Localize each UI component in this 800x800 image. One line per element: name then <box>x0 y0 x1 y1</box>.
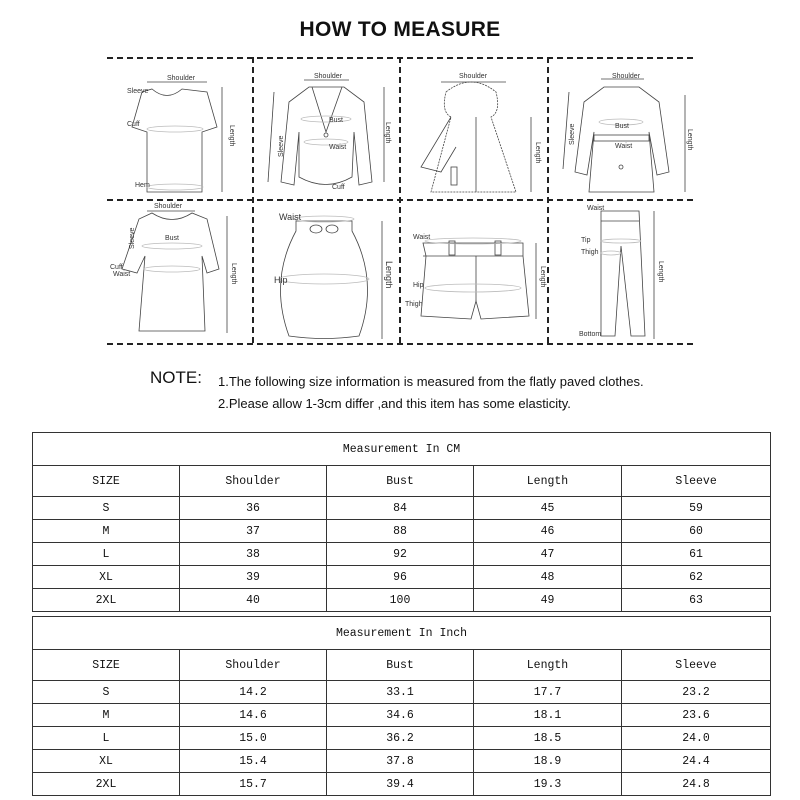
table-cell: 15.0 <box>180 727 327 750</box>
table-cell: L <box>33 543 180 566</box>
skirt-sketch-icon <box>254 201 401 345</box>
diagram-dress <box>107 201 254 345</box>
label-shoulder: Shoulder <box>612 73 641 80</box>
table-row <box>33 681 771 704</box>
label-waist: Waist <box>413 234 431 241</box>
table-cell: 15.7 <box>180 773 327 796</box>
column-header: Bust <box>327 650 474 681</box>
table-caption: Measurement In CM <box>33 433 771 466</box>
column-header: Length <box>474 650 622 681</box>
table-cell: 37 <box>180 520 327 543</box>
table-cell: 62 <box>622 566 771 589</box>
table-cell: 34.6 <box>327 704 474 727</box>
table-cell: 37.8 <box>327 750 474 773</box>
table-cell: 61 <box>622 543 771 566</box>
table-row <box>33 566 771 589</box>
table-cell: XL <box>33 750 180 773</box>
table-cell: 48 <box>474 566 622 589</box>
measure-diagram-grid <box>107 57 697 345</box>
label-length: Length <box>657 261 664 283</box>
table-caption-row <box>33 433 771 466</box>
table-cell: 84 <box>327 497 474 520</box>
table-cell: 18.5 <box>474 727 622 750</box>
column-header: SIZE <box>33 466 180 497</box>
table-cell: 24.0 <box>622 727 771 750</box>
size-table-cm <box>32 432 771 612</box>
table-cell: 39.4 <box>327 773 474 796</box>
column-header: Bust <box>327 466 474 497</box>
label-hem: Hem <box>135 182 150 189</box>
diagram-pants <box>549 201 696 345</box>
table-row <box>33 750 771 773</box>
label-thigh: Thigh <box>581 249 599 256</box>
label-cuff: Cuff <box>110 264 123 271</box>
table-cell: 33.1 <box>327 681 474 704</box>
label-length: Length <box>384 261 394 289</box>
diagram-skirt <box>254 201 401 345</box>
note-lines <box>218 371 644 415</box>
table-cell: 2XL <box>33 589 180 612</box>
table-cell: 24.4 <box>622 750 771 773</box>
table-cell: 23.6 <box>622 704 771 727</box>
label-bust: Bust <box>165 235 180 242</box>
table-cell: 92 <box>327 543 474 566</box>
table-cell: S <box>33 497 180 520</box>
note-label: NOTE: <box>150 368 202 387</box>
table-cell: 40 <box>180 589 327 612</box>
table-cell: 49 <box>474 589 622 612</box>
table-cell: 46 <box>474 520 622 543</box>
label-cuff: Cuff <box>127 121 140 128</box>
column-header: Shoulder <box>180 466 327 497</box>
label-thigh: Thigh <box>405 301 423 308</box>
table-cell: 45 <box>474 497 622 520</box>
table-cell: 38 <box>180 543 327 566</box>
column-header: Sleeve <box>622 650 771 681</box>
label-length: Length <box>384 122 391 144</box>
label-cuff: Cuff <box>332 184 345 191</box>
table-cell: 17.7 <box>474 681 622 704</box>
table-cell: 2XL <box>33 773 180 796</box>
label-waist: Waist <box>113 271 131 278</box>
table-header-row <box>33 650 771 681</box>
table-caption: Measurement In Inch <box>33 617 771 650</box>
label-waist: Waist <box>587 205 605 212</box>
table-cell: 47 <box>474 543 622 566</box>
label-length: Length <box>686 129 693 151</box>
table-caption-row <box>33 617 771 650</box>
label-bottom: Bottom <box>579 331 602 338</box>
diagram-trench-coat <box>549 57 696 201</box>
pants-sketch-icon <box>549 201 696 345</box>
diagram-blazer <box>254 57 401 201</box>
label-sleeve: Sleeve <box>127 88 149 95</box>
table-cell: S <box>33 681 180 704</box>
table-cell: 36 <box>180 497 327 520</box>
table-row <box>33 727 771 750</box>
note-line-1: 1.The following size information is measured from the flatly paved clothes. <box>218 374 644 389</box>
label-length: Length <box>534 142 541 164</box>
table-row <box>33 520 771 543</box>
label-sleeve: Sleeve <box>129 227 136 249</box>
table-cell: L <box>33 727 180 750</box>
table-cell: 23.2 <box>622 681 771 704</box>
label-shoulder: Shoulder <box>154 203 183 210</box>
label-sleeve: Sleeve <box>278 135 285 157</box>
table-cell: M <box>33 520 180 543</box>
column-header: SIZE <box>33 650 180 681</box>
table-cell: M <box>33 704 180 727</box>
table-cell: 18.1 <box>474 704 622 727</box>
table-row <box>33 704 771 727</box>
table-cell: 15.4 <box>180 750 327 773</box>
note-line-2: 2.Please allow 1-3cm differ ,and this item has some elasticity. <box>218 396 571 411</box>
column-header: Shoulder <box>180 650 327 681</box>
shorts-sketch-icon <box>401 201 548 345</box>
label-waist: Waist <box>329 144 347 151</box>
table-cell: 36.2 <box>327 727 474 750</box>
table-header-row <box>33 466 771 497</box>
label-sleeve: Sleeve <box>569 123 576 145</box>
label-bust: Bust <box>329 117 344 124</box>
diagram-shorts <box>401 201 548 345</box>
label-length: Length <box>539 266 546 288</box>
table-row <box>33 543 771 566</box>
table-cell: 14.6 <box>180 704 327 727</box>
table-cell: 63 <box>622 589 771 612</box>
diagram-cape-coat <box>401 57 548 201</box>
label-shoulder: Shoulder <box>314 73 343 80</box>
table-cell: 14.2 <box>180 681 327 704</box>
label-hip: Hip <box>413 282 424 289</box>
label-waist: Waist <box>615 143 633 150</box>
table-row <box>33 497 771 520</box>
table-cell: 59 <box>622 497 771 520</box>
column-header: Length <box>474 466 622 497</box>
label-length: Length <box>228 125 235 147</box>
table-cell: 39 <box>180 566 327 589</box>
table-cell: 24.8 <box>622 773 771 796</box>
page-title: HOW TO MEASURE <box>299 18 501 41</box>
label-waist: Waist <box>279 212 302 222</box>
table-row <box>33 589 771 612</box>
table-cell: 88 <box>327 520 474 543</box>
table-cell: 100 <box>327 589 474 612</box>
label-length: Length <box>230 263 237 285</box>
table-row <box>33 773 771 796</box>
label-tip: Tip <box>581 237 591 244</box>
size-table-inch <box>32 616 771 796</box>
table-cell: 19.3 <box>474 773 622 796</box>
table-cell: 96 <box>327 566 474 589</box>
column-header: Sleeve <box>622 466 771 497</box>
label-hip: Hip <box>274 275 288 285</box>
table-cell: 60 <box>622 520 771 543</box>
label-shoulder: Shoulder <box>167 75 196 82</box>
label-shoulder: Shoulder <box>459 73 488 80</box>
table-cell: XL <box>33 566 180 589</box>
label-bust: Bust <box>615 123 630 130</box>
diagram-tshirt <box>107 57 254 201</box>
table-cell: 18.9 <box>474 750 622 773</box>
